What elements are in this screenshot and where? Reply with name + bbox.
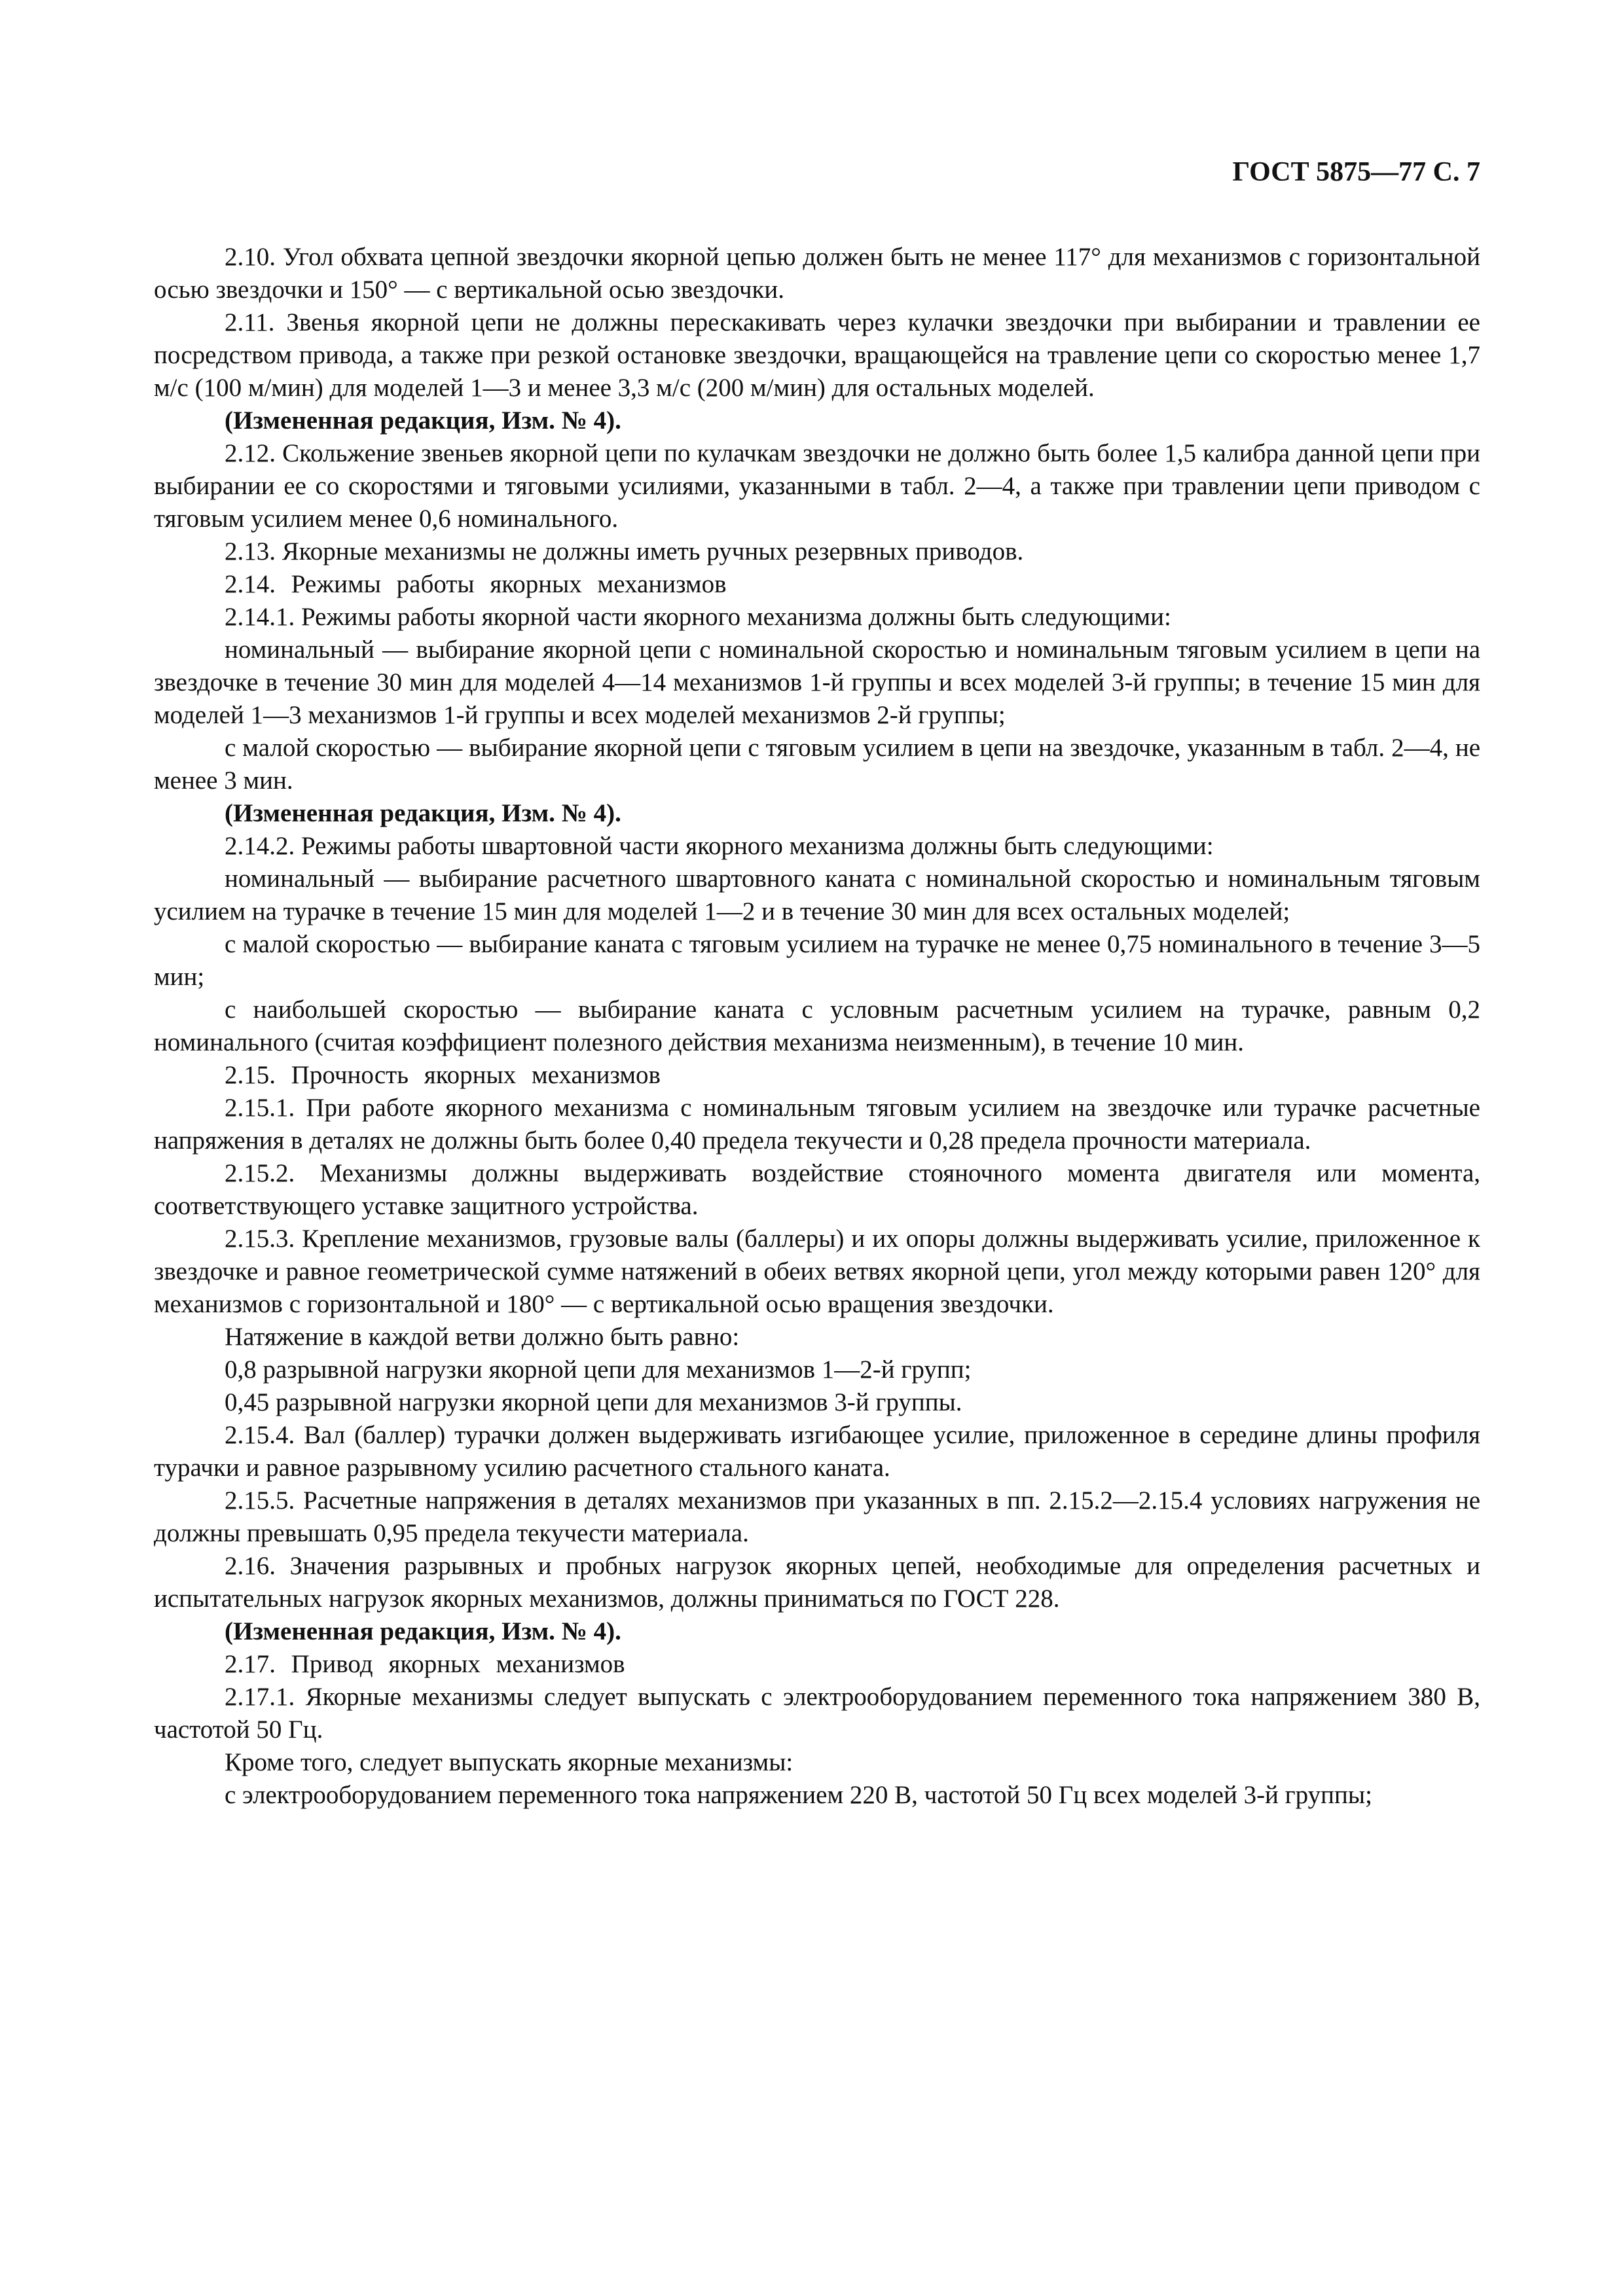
- paragraph: номинальный — выбирание якорной цепи с номинальной скоростью и номинальным тяговым усилием в цепи на звездочке в течение 30 мин для моделей 4—14 механизмов 1-й группы и всех моделей 3-й группы; в течение 15 мин для моделей 1—3 механизмов 1-й группы и всех моделей механизмов 2-й группы;: [154, 636, 1480, 729]
- paragraph: 2.12. Скольжение звеньев якорной цепи по кулачкам звездочки не должно быть более 1,5 калибра данной цепи при выбирании ее со скоростями и тяговыми усилиями, указанными в табл. 2—4, а также при травлении цепи приводом с тяговым усилием менее 0,6 номинального.: [154, 439, 1480, 533]
- paragraph: Кроме того, следует выпускать якорные механизмы:: [225, 1748, 793, 1776]
- section-heading: 2.15. Прочность якорных механизмов: [225, 1061, 661, 1089]
- page-header: ГОСТ 5875—77 С. 7: [1232, 157, 1480, 187]
- paragraph: 2.17.1. Якорные механизмы следует выпускать с электрооборудованием переменного тока напряжением 380 В, частотой 50 Гц.: [154, 1683, 1480, 1744]
- paragraph: 2.14.2. Режимы работы швартовной части якорного механизма должны быть следующими:: [225, 832, 1214, 860]
- section-heading: 2.17. Привод якорных механизмов: [225, 1650, 625, 1678]
- paragraph: с электрооборудованием переменного тока напряжением 220 В, частотой 50 Гц всех моделей 3-й группы;: [225, 1781, 1372, 1809]
- section-heading: 2.14. Режимы работы якорных механизмов: [225, 570, 727, 598]
- amendment-note: (Измененная редакция, Изм. № 4).: [225, 799, 621, 827]
- amendment-note: (Измененная редакция, Изм. № 4).: [225, 406, 621, 435]
- paragraph: 2.16. Значения разрывных и пробных нагрузок якорных цепей, необходимые для определения расчетных и испытательных нагрузок якорных механизмов, должны приниматься по ГОСТ 228.: [154, 1552, 1480, 1613]
- paragraph: с малой скоростью — выбирание каната с тяговым усилием на турачке не менее 0,75 номинального в течение 3—5 мин;: [154, 930, 1480, 991]
- paragraph: 2.15.1. При работе якорного механизма с номинальным тяговым усилием на звездочке или турачке расчетные напряжения в деталях не должны быть более 0,40 предела текучести и 0,28 предела прочности материала.: [154, 1094, 1480, 1155]
- paragraph: 2.11. Звенья якорной цепи не должны перескакивать через кулачки звездочки при выбирании и травлении ее посредством привода, а также при резкой остановке звездочки, вращающейся на травление цепи со скоростью менее 1,7 м/с (100 м/мин) для моделей 1—3 и менее 3,3 м/с (200 м/мин) для остальных моделей.: [154, 308, 1480, 402]
- paragraph: номинальный — выбирание расчетного швартовного каната с номинальной скоростью и номинальным тяговым усилием на турачке в течение 15 мин для моделей 1—2 и в течение 30 мин для всех остальных моделей;: [154, 865, 1480, 925]
- paragraph: Натяжение в каждой ветви должно быть равно:: [225, 1323, 740, 1351]
- paragraph: 2.15.3. Крепление механизмов, грузовые валы (баллеры) и их опоры должны выдерживать усилие, приложенное к звездочке и равное геометрической сумме натяжений в обеих ветвях якорной цепи, угол между которыми равен 120° для механизмов с горизонтальной и 180° — с вертикальной осью вращения звездочки.: [154, 1225, 1480, 1318]
- paragraph: 0,45 разрывной нагрузки якорной цепи для механизмов 3-й группы.: [225, 1388, 962, 1416]
- paragraph: 2.15.5. Расчетные напряжения в деталях механизмов при указанных в пп. 2.15.2—2.15.4 условиях нагружения не должны превышать 0,95 предела текучести материала.: [154, 1486, 1480, 1547]
- paragraph: 2.10. Угол обхвата цепной звездочки якорной цепью должен быть не менее 117° для механизмов с горизонтальной осью звездочки и 150° — с вертикальной осью звездочки.: [154, 243, 1480, 304]
- paragraph: 0,8 разрывной нагрузки якорной цепи для механизмов 1—2-й групп;: [225, 1355, 972, 1384]
- paragraph: с малой скоростью — выбирание якорной цепи с тяговым усилием в цепи на звездочке, указанным в табл. 2—4, не менее 3 мин.: [154, 734, 1480, 795]
- paragraph: с наибольшей скоростью — выбирание каната с условным расчетным усилием на турачке, равным 0,2 номинального (считая коэффициент полезного действия механизма неизменным), в течение 10 мин.: [154, 996, 1480, 1056]
- paragraph: 2.14.1. Режимы работы якорной части якорного механизма должны быть следующими:: [225, 603, 1171, 631]
- document-body: [154, 241, 1480, 1812]
- amendment-note: (Измененная редакция, Изм. № 4).: [225, 1617, 621, 1645]
- paragraph: 2.13. Якорные механизмы не должны иметь ручных резервных приводов.: [225, 537, 1024, 565]
- paragraph: 2.15.4. Вал (баллер) турачки должен выдерживать изгибающее усилие, приложенное в середине длины профиля турачки и равное разрывному усилию расчетного стального каната.: [154, 1421, 1480, 1482]
- paragraph: 2.15.2. Механизмы должны выдерживать воздействие стояночного момента двигателя или момента, соответствующего уставке защитного устройства.: [154, 1159, 1480, 1220]
